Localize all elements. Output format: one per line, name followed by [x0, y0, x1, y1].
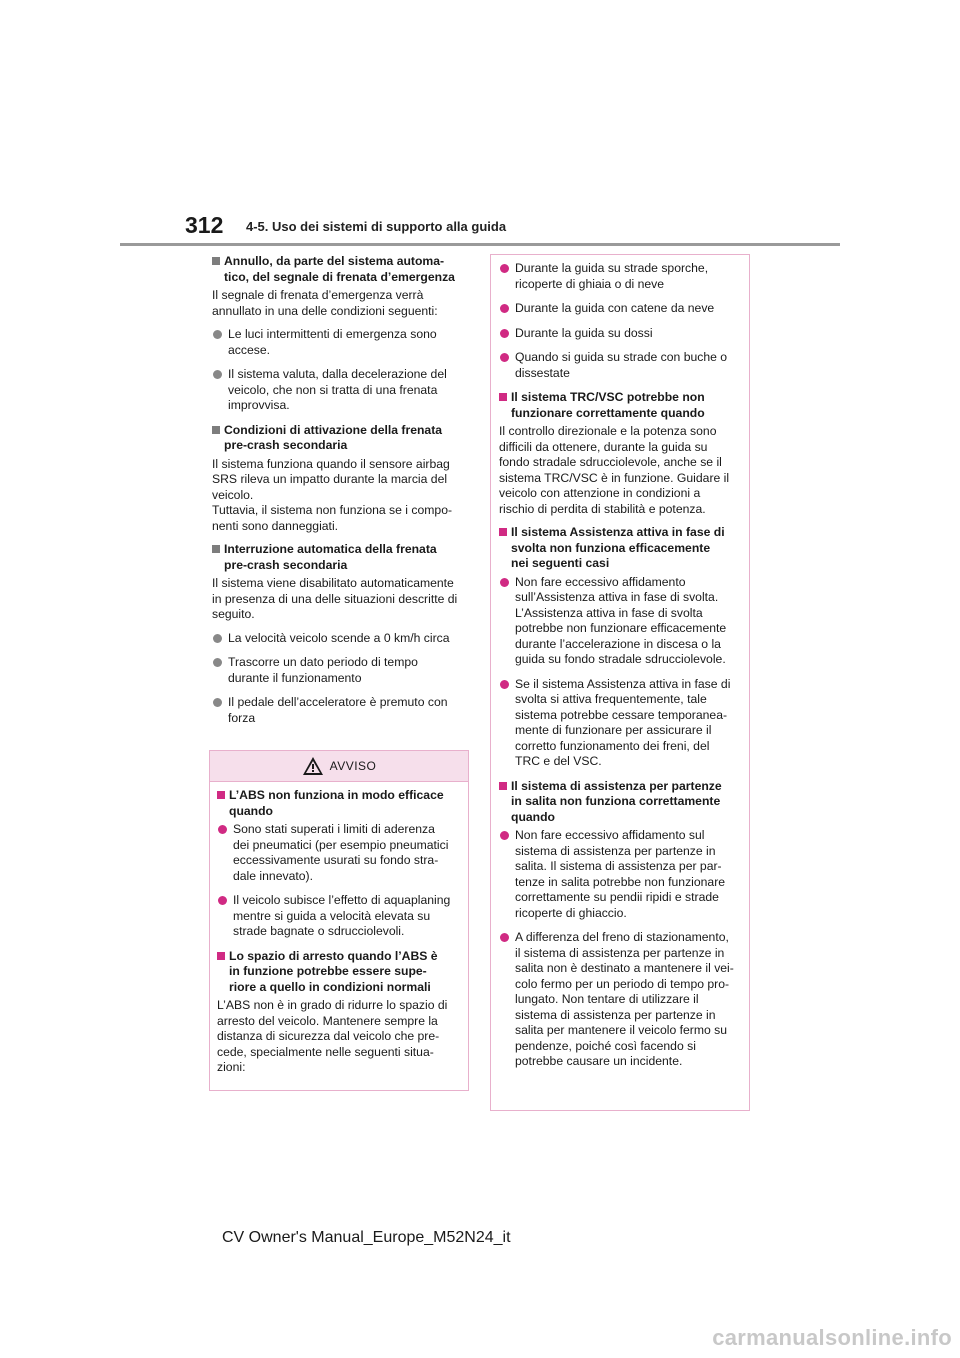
warning-box — [209, 750, 469, 1091]
watermark: carmanualsonline.info — [712, 1325, 952, 1350]
bullet-item: Le luci intermittenti di emergenza sono accese. — [212, 327, 470, 358]
section-heading: Interruzione automatica della frenata pre-crash secondaria — [212, 542, 470, 573]
section-heading: Condizioni di attivazione della frenata pre-crash secondaria — [212, 423, 470, 454]
bullet-item: A differenza del freno di stazionamento, il sistema di assistenza per partenze in salita non è destinato a mantenere il vei- colo fermo per un periodo di tempo pro- lungato. Non tentare di utilizzare il sistema di assistenza per partenze in salita per mantenere il veicolo fermo su pendenze, poiché così facendo si potrebbe causare un incidente. — [499, 930, 739, 1070]
warning-header — [210, 751, 468, 782]
section-heading: Il sistema TRC/VSC potrebbe non funzionare correttamente quando — [499, 390, 739, 421]
bullet-item: Trascorre un dato periodo di tempo durante il funzionamento — [212, 655, 470, 686]
warning-body — [210, 782, 468, 1076]
paragraph: Il controllo direzionale e la potenza sono difficili da ottenere, durante la guida su fondo stradale sdrucciolevole, anche se il sistema TRC/VSC è in funzione. Guidare il veicolo con attenzione in condizioni a rischio di perdita di stabilità e potenza. — [499, 424, 730, 516]
bullet-item: Durante la guida su dossi — [499, 326, 739, 342]
paragraph: Il segnale di frenata d’emergenza verrà annullato in una delle condizioni seguenti: — [212, 288, 438, 318]
section-heading: L’ABS non funziona in modo efficace quando — [217, 788, 462, 819]
bullet-item: Il pedale dell’acceleratore è premuto con forza — [212, 695, 470, 726]
header-divider — [120, 243, 840, 246]
bullet-item: Il veicolo subisce l’effetto di aquaplaning mentre si guida a velocità elevata su strade bagnate o sdrucciolevoli. — [217, 893, 462, 940]
section-heading: Il sistema di assistenza per partenze in salita non funziona correttamente quando — [499, 779, 739, 826]
left-column — [212, 254, 470, 735]
page-number: 312 — [185, 212, 224, 238]
bullet-item: Quando si guida su strade con buche o dissestate — [499, 350, 739, 381]
bullet-item: Sono stati superati i limiti di aderenza dei pneumatici (per esempio pneumatici eccessivamente usurati su fondo stra- dale innevato). — [217, 822, 462, 884]
warning-triangle-icon — [302, 756, 324, 776]
bullet-item: Non fare eccessivo affidamento sul sistema di assistenza per partenze in salita. Il sistema di assistenza per par- tenze in salita potrebbe non funzionare correttamente su pendii ripidi e strade ricoperte di ghiaccio. — [499, 828, 739, 921]
section-heading: Il sistema Assistenza attiva in fase di svolta non funziona efficacemente nei seguenti casi — [499, 525, 739, 572]
right-warning-continuation — [490, 254, 750, 1111]
section-heading: Lo spazio di arresto quando l’ABS è in funzione potrebbe essere supe- riore a quello in condizioni normali — [217, 949, 462, 996]
footer-manual-id: CV Owner's Manual_Europe_M52N24_it — [222, 1229, 511, 1246]
bullet-item: Il sistema valuta, dalla decelerazione del veicolo, che non si tratta di una frenata improvvisa. — [212, 367, 470, 414]
bullet-item: Se il sistema Assistenza attiva in fase di svolta si attiva frequentemente, tale sistema potrebbe cessare temporanea- mente di funzionare per assicurare il corretto funzionamento dei freni, del TRC e del VSC. — [499, 677, 739, 770]
bullet-item: Durante la guida su strade sporche, ricoperte di ghiaia o di neve — [499, 261, 739, 292]
paragraph: Il sistema viene disabilitato automaticamente in presenza di una delle situazioni descritte di seguito. — [212, 576, 458, 621]
bullet-item: Non fare eccessivo affidamento sull’Assistenza attiva in fase di svolta. L’Assistenza attiva in fase di svolta potrebbe non funzionare efficacemente durante l’accelerazione in discesa o la guida su fondo stradale sdrucciolevole. — [499, 575, 739, 668]
paragraph: Il sistema funziona quando il sensore airbag SRS rileva un impatto durante la marcia del veicolo. Tuttavia, il sistema non funziona se i compo- nenti sono danneggiati. — [212, 456, 453, 533]
bullet-item: Durante la guida con catene da neve — [499, 301, 739, 317]
paragraph: L’ABS non è in grado di ridurre lo spazio di arresto del veicolo. Mantenere sempre la distanza di sicurezza dal veicolo che pre- cede, specialmente nelle seguenti situa- zioni: — [217, 998, 448, 1074]
section-title: 4-5. Uso dei sistemi di supporto alla guida — [246, 219, 507, 234]
warning-title: AVVISO — [329, 759, 377, 773]
section-heading: Annullo, da parte del sistema automa- tico, del segnale di frenata d’emergenza — [212, 254, 470, 285]
bullet-item: La velocità veicolo scende a 0 km/h circa — [212, 631, 470, 647]
